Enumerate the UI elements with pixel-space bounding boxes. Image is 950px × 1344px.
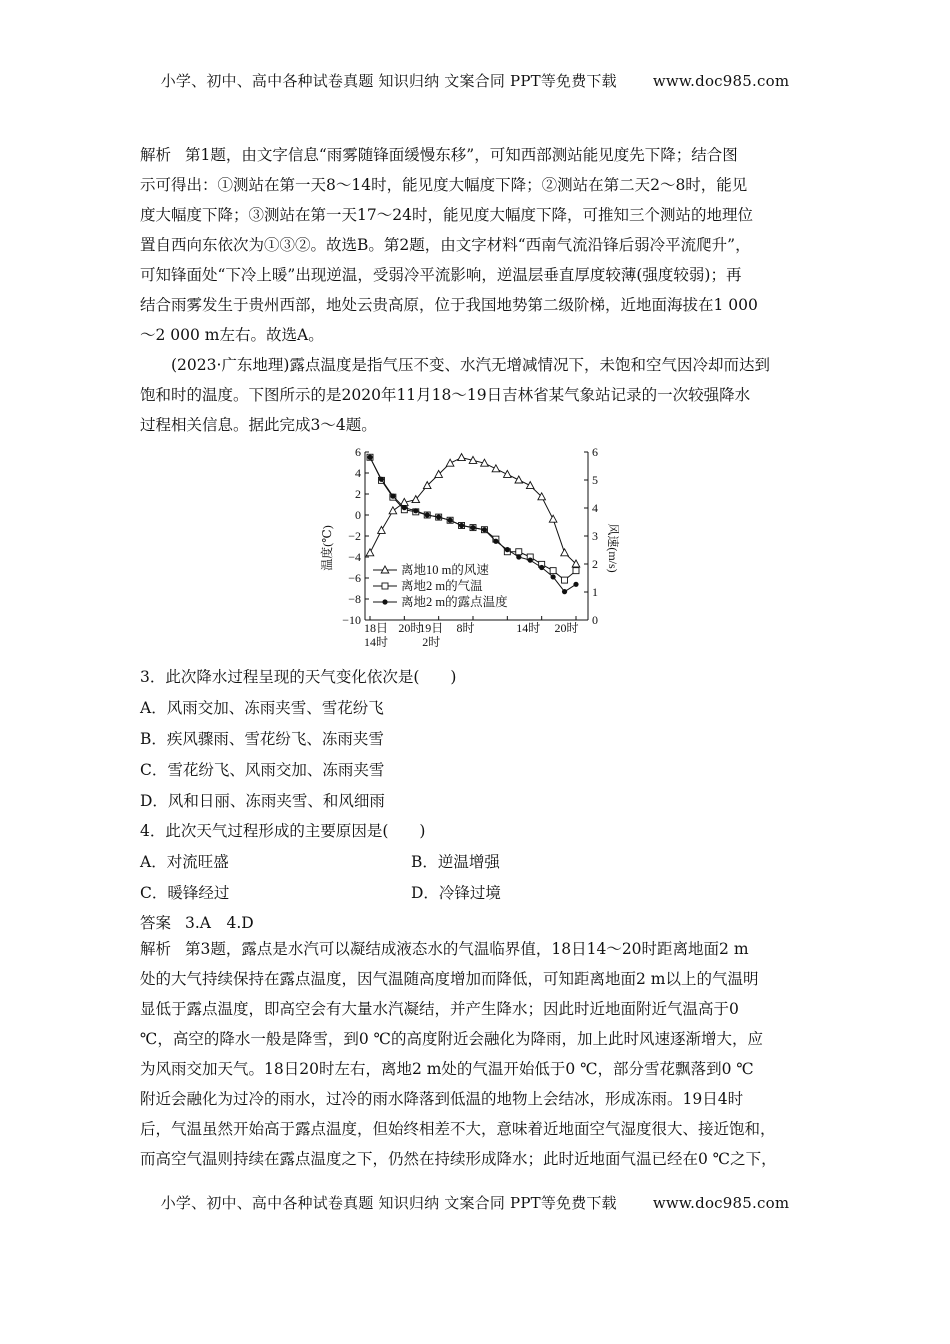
- footer-text: 小学、初中、高中各种试卷真题 知识归纳 文案合同 PPT等免费下载: [160, 1194, 617, 1212]
- y-left-tick-label: −4: [348, 550, 361, 564]
- dewpoint-point: [493, 539, 498, 544]
- legend-label: 离地2 m的气温: [401, 579, 483, 593]
- analysis-line: 可知锋面处“下冷上暖”出现逆温，受弱冷平流影响，逆温层垂直厚度较薄(强度较弱)；再: [140, 266, 742, 284]
- analysis-line: ～2 000 m左右。故选A。: [140, 326, 324, 344]
- y-left-tick-label: 6: [355, 445, 361, 459]
- intro-line: (2023·广东地理)露点温度是指气压不变、水汽无增减情况下，未饱和空气因冷却而达到: [171, 356, 770, 374]
- question-4-option-a: A．对流旺盛: [140, 853, 229, 871]
- analysis-label: 解析: [140, 940, 172, 958]
- question-4-option-d: D．冷锋过境: [411, 884, 501, 902]
- dewpoint-point: [367, 455, 372, 460]
- analysis-line: 处的大气持续保持在露点温度，因气温随高度增加而降低，可知距离地面2 m以上的气温明: [140, 970, 759, 988]
- answer: [140, 911, 254, 933]
- dewpoint-point: [379, 477, 384, 482]
- y-right-title: 风速(m/s): [606, 523, 620, 573]
- temp-point: [562, 577, 568, 583]
- y-right-tick-label: 5: [592, 473, 598, 487]
- legend-marker-dot: [382, 599, 387, 604]
- analysis-q3-q4: [140, 934, 820, 1174]
- weather-chart: [320, 440, 620, 655]
- y-right-tick-label: 0: [592, 613, 598, 627]
- x-tick-label: 19日: [419, 621, 444, 635]
- dewpoint-point: [562, 589, 567, 594]
- dewpoint-point: [402, 505, 407, 510]
- analysis-line: 后，气温虽然开始高于露点温度，但始终相差不大，意味着近地面空气湿度很大、接近饱和，: [140, 1120, 776, 1138]
- wind-point: [389, 507, 397, 514]
- analysis-line: ℃，高空的降水一般是降雪，到0 ℃的高度附近会融化为降雨，加上此时风速逐渐增大，应: [140, 1030, 763, 1048]
- y-right-tick-label: 4: [592, 501, 598, 515]
- y-right-tick-label: 3: [592, 529, 598, 543]
- legend-marker-square: [382, 583, 388, 589]
- wind-point: [458, 454, 466, 461]
- temp-point: [573, 568, 579, 574]
- header-text: 小学、初中、高中各种试卷真题 知识归纳 文案合同 PPT等免费下载: [160, 72, 617, 90]
- y-right-tick-label: 2: [592, 557, 598, 571]
- dewpoint-point: [528, 558, 533, 563]
- y-left-tick-label: −10: [342, 613, 361, 627]
- dewpoint-point: [470, 525, 475, 530]
- dewpoint-point: [505, 547, 510, 552]
- wind-point: [549, 515, 557, 522]
- question-intro: [140, 350, 820, 440]
- wind-point: [561, 549, 569, 556]
- dewpoint-point: [482, 527, 487, 532]
- legend-label: 离地2 m的露点温度: [401, 595, 508, 609]
- dewpoint-point: [413, 508, 418, 513]
- dewpoint-point: [551, 574, 556, 579]
- y-right-tick-label: 1: [592, 585, 598, 599]
- x-tick-label: 14时: [516, 621, 541, 635]
- question-4-option-c: C．暖锋经过: [140, 884, 230, 902]
- y-left-tick-label: 0: [355, 508, 361, 522]
- footer-url: www.doc985.com: [652, 1194, 790, 1212]
- dewpoint-point: [436, 515, 441, 520]
- temp-point: [516, 549, 522, 555]
- analysis-line: 置自西向东依次为①③②。故选B。第2题，由文字材料“西南气流沿锋后弱冷平流爬升”，: [140, 236, 751, 254]
- y-left-tick-label: −8: [348, 592, 361, 606]
- analysis-label: 解析: [140, 146, 172, 164]
- question-3-stem: 3．此次降水过程呈现的天气变化依次是( ): [140, 668, 457, 686]
- legend-label: 离地10 m的风速: [401, 563, 489, 577]
- wind-point: [446, 459, 454, 466]
- x-tick-label: 20时: [554, 621, 579, 635]
- y-left-title: 温度(℃): [320, 525, 334, 571]
- dewpoint-point: [573, 582, 578, 587]
- x-tick-label: 20时: [398, 621, 423, 635]
- analysis-line: 为风雨交加天气。18日20时左右，离地2 m处的气温开始低于0 ℃，部分雪花飘落到0 ℃: [140, 1060, 754, 1078]
- question-3-option-d: D．风和日丽、冻雨夹雪、和风细雨: [140, 792, 385, 810]
- analysis-line: 显低于露点温度，即高空会有大量水汽凝结，并产生降水；因此时近地面附近气温高于0: [140, 1000, 739, 1018]
- analysis-line: 解析 第3题，露点是水汽可以凝结成液态水的气温临界值，18日14～20时距离地面2 m: [140, 940, 749, 958]
- dewpoint-point: [459, 523, 464, 528]
- page-header: [0, 70, 950, 91]
- analysis-line: 而高空气温则持续在露点温度之下，仍然在持续形成降水；此时近地面气温已经在0 ℃之下，: [140, 1150, 777, 1168]
- wind-point: [515, 476, 523, 483]
- wind-point: [492, 465, 500, 472]
- question-4-stem: 4．此次天气过程形成的主要原因是( ): [140, 822, 426, 840]
- wind-point: [504, 470, 512, 477]
- wind-point: [366, 549, 374, 556]
- y-left-tick-label: 2: [355, 487, 361, 501]
- answer-text: 3.A 4.D: [185, 914, 254, 932]
- dewpoint-point: [539, 565, 544, 570]
- x-tick-label: 14时: [363, 635, 389, 649]
- analysis-q1-q2: [140, 140, 820, 350]
- x-tick-label: 8时: [456, 621, 475, 635]
- analysis-line: 附近会融化为过冷的雨水，过冷的雨水降落到低温的地物上会结冰，形成冻雨。19日4时: [140, 1090, 744, 1108]
- dewpoint-point: [516, 554, 521, 559]
- x-tick-label: 2时: [422, 635, 441, 649]
- intro-line: 过程相关信息。据此完成3～4题。: [140, 416, 377, 434]
- dewpoint-point: [390, 494, 395, 499]
- analysis-line: 度大幅度下降；③测站在第一天17～24时，能见度大幅度下降，可推知三个测站的地理位: [140, 206, 753, 224]
- question-3-option-b: B．疾风骤雨、雪花纷飞、冻雨夹雪: [140, 730, 384, 748]
- analysis-line: 示可得出：①测站在第一天8～14时，能见度大幅度下降；②测站在第二天2～8时，能见: [140, 176, 748, 194]
- answer-label: 答案: [140, 914, 172, 932]
- wind-point: [378, 526, 386, 533]
- y-left-tick-label: −6: [348, 571, 361, 585]
- dewpoint-point: [425, 512, 430, 517]
- analysis-line: 解析 第1题，由文字信息“雨雾随锋面缓慢东移”，可知西部测站能见度先下降；结合图: [140, 146, 738, 164]
- temp-point: [550, 568, 556, 574]
- question-4-option-b: B．逆温增强: [411, 853, 500, 871]
- x-tick-label: 18日: [363, 621, 389, 635]
- question-3-option-c: C．雪花纷飞、风雨交加、冻雨夹雪: [140, 761, 385, 779]
- y-right-tick-label: 6: [592, 445, 598, 459]
- y-left-tick-label: 4: [355, 466, 361, 480]
- wind-point: [526, 482, 534, 489]
- intro-line: 饱和时的温度。下图所示的是2020年11月18～19日吉林省某气象站记录的一次较强降水: [140, 386, 751, 404]
- dewpoint-point: [448, 518, 453, 523]
- y-left-tick-label: −2: [348, 529, 361, 543]
- page-footer: [0, 1192, 950, 1213]
- header-url: www.doc985.com: [652, 72, 790, 90]
- question-3-option-a: A．风雨交加、冻雨夹雪、雪花纷飞: [140, 699, 384, 717]
- analysis-line: 结合雨雾发生于贵州西部，地处云贵高原，位于我国地势第二级阶梯，近地面海拔在1 000: [140, 296, 758, 314]
